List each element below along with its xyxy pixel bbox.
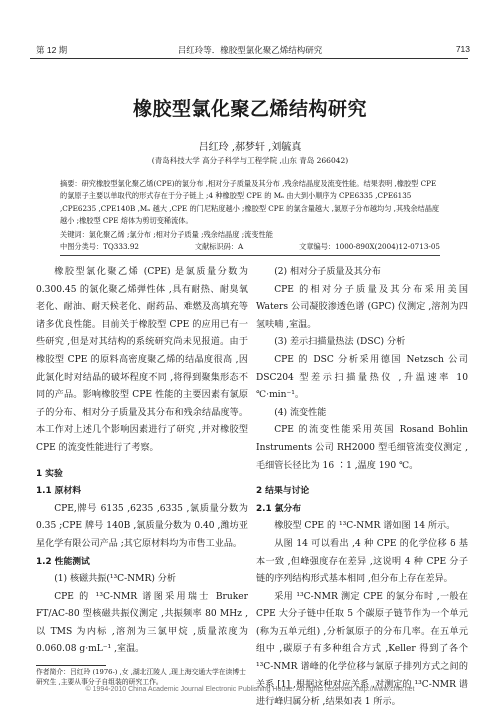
dsc-subheading: (3) 差示扫描量热法 (DSC) 分析 [274,337,406,348]
running-header [0,40,500,60]
subsection-heading-tests: 1.2 性能测试 [36,556,90,567]
abstract-block [60,178,440,253]
copyright-footer: © 1994-2010 China Academic Journal Electronic Publishing House. All rights reserved. http://www.cnki.net [85,686,415,693]
abstract-rule [60,255,440,256]
issue-label: 第 12 期 [36,45,68,55]
author-footnote: 作者简介：吕红玲 (1976-) ,女 ,湖北江陵人 ,现上海交通大学在读博士研究生 ,主要从事分子自组装的研究工作。 [36,668,246,686]
affiliation: (青岛科技大学 高分子科学与工程学院 ,山东 青岛 266042) [151,156,349,165]
article-title: 橡胶型氯化聚乙烯结构研究 [132,98,367,120]
gpc-subheading: (2) 相对分子质量及其分布 [274,267,381,277]
nmr-paragraph: CPE 的 ¹³C-NMR 谱图采用瑞士 Bruker FT/AC-80 型核磁共振仪测定 ,共振频率 80 MHz ,以 TMS 为内标 ,溶剂为三氯甲烷 ,质量浓度为 0.060.08 g·mL⁻¹ ,室温。 [36,591,248,655]
clc-number: 中图分类号：TQ333.92 [60,242,139,252]
classification-line [60,241,440,253]
section-heading-results: 2 结果与讨论 [256,486,310,497]
results-paragraph-2: 从图 14 可以看出 ,4 种 CPE 的化学位移 δ 基本一致 ,但峰强度存在差异 ,这说明 4 种 CPE 分子链的序列结构形式基本相同 ,但分布上存在差异。 [256,538,468,585]
left-column [36,264,248,659]
section-heading-experiment: 1 实验 [36,468,63,479]
nmr-subheading: (1) 核磁共振(¹³C-NMR) 分析 [54,574,176,585]
intro-paragraph: 橡胶型氯化聚乙烯 (CPE) 是氯质量分数为 0.300.45 的氯化聚乙烯弹性体 ,具有耐热、耐臭氧老化、耐油、耐天候老化、耐药品、难燃及高填充等诸多优良性能。目前关于橡胶型 CPE 的应用已有一些研究 ,但是对其结构的系统研究尚未见报道。由于橡胶型 CPE 的原料高密度聚乙烯的结晶度很高 ,因此氯化时对结晶的破坏程度不同 ,将得到聚集形态不同的产品。影响橡胶型 CPE 性能的主要因素有氯原子的分布、相对分子质量及其分布和残余结晶度等。本工作对上述几个影响因素进行了研究 ,并对橡胶型 CPE 的流变性能进行了考察。 [36,267,248,453]
article-number: 文章编号：1000-890X(2004)12-0713-05 [299,242,440,252]
running-title: 吕红玲等．橡胶型氯化聚乙烯结构研究 [177,45,323,55]
authors: 吕红玲 ,郝梦轩 ,刘毓真 [198,142,302,153]
footnote-rule [36,665,106,666]
subsection-heading-chlorine: 2.1 氯分布 [256,503,302,514]
rheology-subheading: (4) 流变性能 [274,407,327,418]
subsection-heading-materials: 1.1 原材料 [36,486,82,497]
results-paragraph-3: 采用 ¹³C-NMR 测定 CPE 的氯分布时 ,一般在 CPE 大分子链中任取 5 个碳原子链节作为一个单元(称为五单元组) ,分析氯原子的分布几率。在五单元组中 ,碳原子有多种组合方式 ,Keller 得到了各个 ¹³C-NMR 谱峰的化学位移与氯原子排列方式之间的关系 [1] ,根据这种对应关系 ,对测定的 ¹³C-NMR 谱进行峰归属分析 ,结果如表 1 所示。 [256,591,468,708]
gpc-paragraph: CPE 的相对分子质量及其分布采用美国 Waters 公司凝胶渗透色谱 (GPC) 仪测定 ,溶剂为四氢呋喃 ,室温。 [256,284,468,330]
abstract-text: 摘要：研究橡胶型氯化聚乙烯(CPE)的氯分布 ,相对分子质量及其分布 ,残余结晶度及流变性能。结果表明 ,橡胶型 CPE 的氯原子主要以单取代的形式存在于分子链上 ;4 种橡胶型 CPE 的 Mₙ 由大到小顺序为 CPE6335 ,CPE6135 ,CPE6235 ,CPE140B ,Mₙ 越大 ,CPE 的门尼粘度越小 ;橡胶型 CPE 的氯含量越大 ,氯原子分布越均匀 ,其残余结晶度越小 ;橡胶型 CPE 熔体为剪切变稀流体。 [60,179,440,226]
header-rule [30,58,468,59]
document-code: 文献标识码：A [194,242,244,252]
materials-paragraph: CPE,牌号 6135 ,6235 ,6335 ,氯质量分数为 0.35 ;CPE 牌号 140B ,氯质量分数为 0.40 ,潍坊亚星化学有限公司产品 ;其它原材料均为市售工业品。 [36,503,248,549]
right-column [256,264,468,712]
dsc-paragraph: CPE 的 DSC 分析采用德国 Netzsch 公司 DSC204 型差示扫描量热仪 ,升温速率 10 ℃·min⁻¹。 [256,354,468,401]
page-number: 713 [455,44,470,54]
results-paragraph-1: 橡胶型 CPE 的 ¹³C-NMR 谱如图 14 所示。 [274,521,456,532]
keywords: 关键词：氯化聚乙烯 ;氯分布 ;相对分子质量 ;残余结晶度 ;流变性能 [60,229,273,239]
rheology-paragraph: CPE 的流变性能采用英国 Rosand Bohlin Instruments 公司 RH2000 型毛细管流变仪测定 ,毛细管长径比为 16 ∶1 ,温度 190 ℃。 [256,425,468,471]
